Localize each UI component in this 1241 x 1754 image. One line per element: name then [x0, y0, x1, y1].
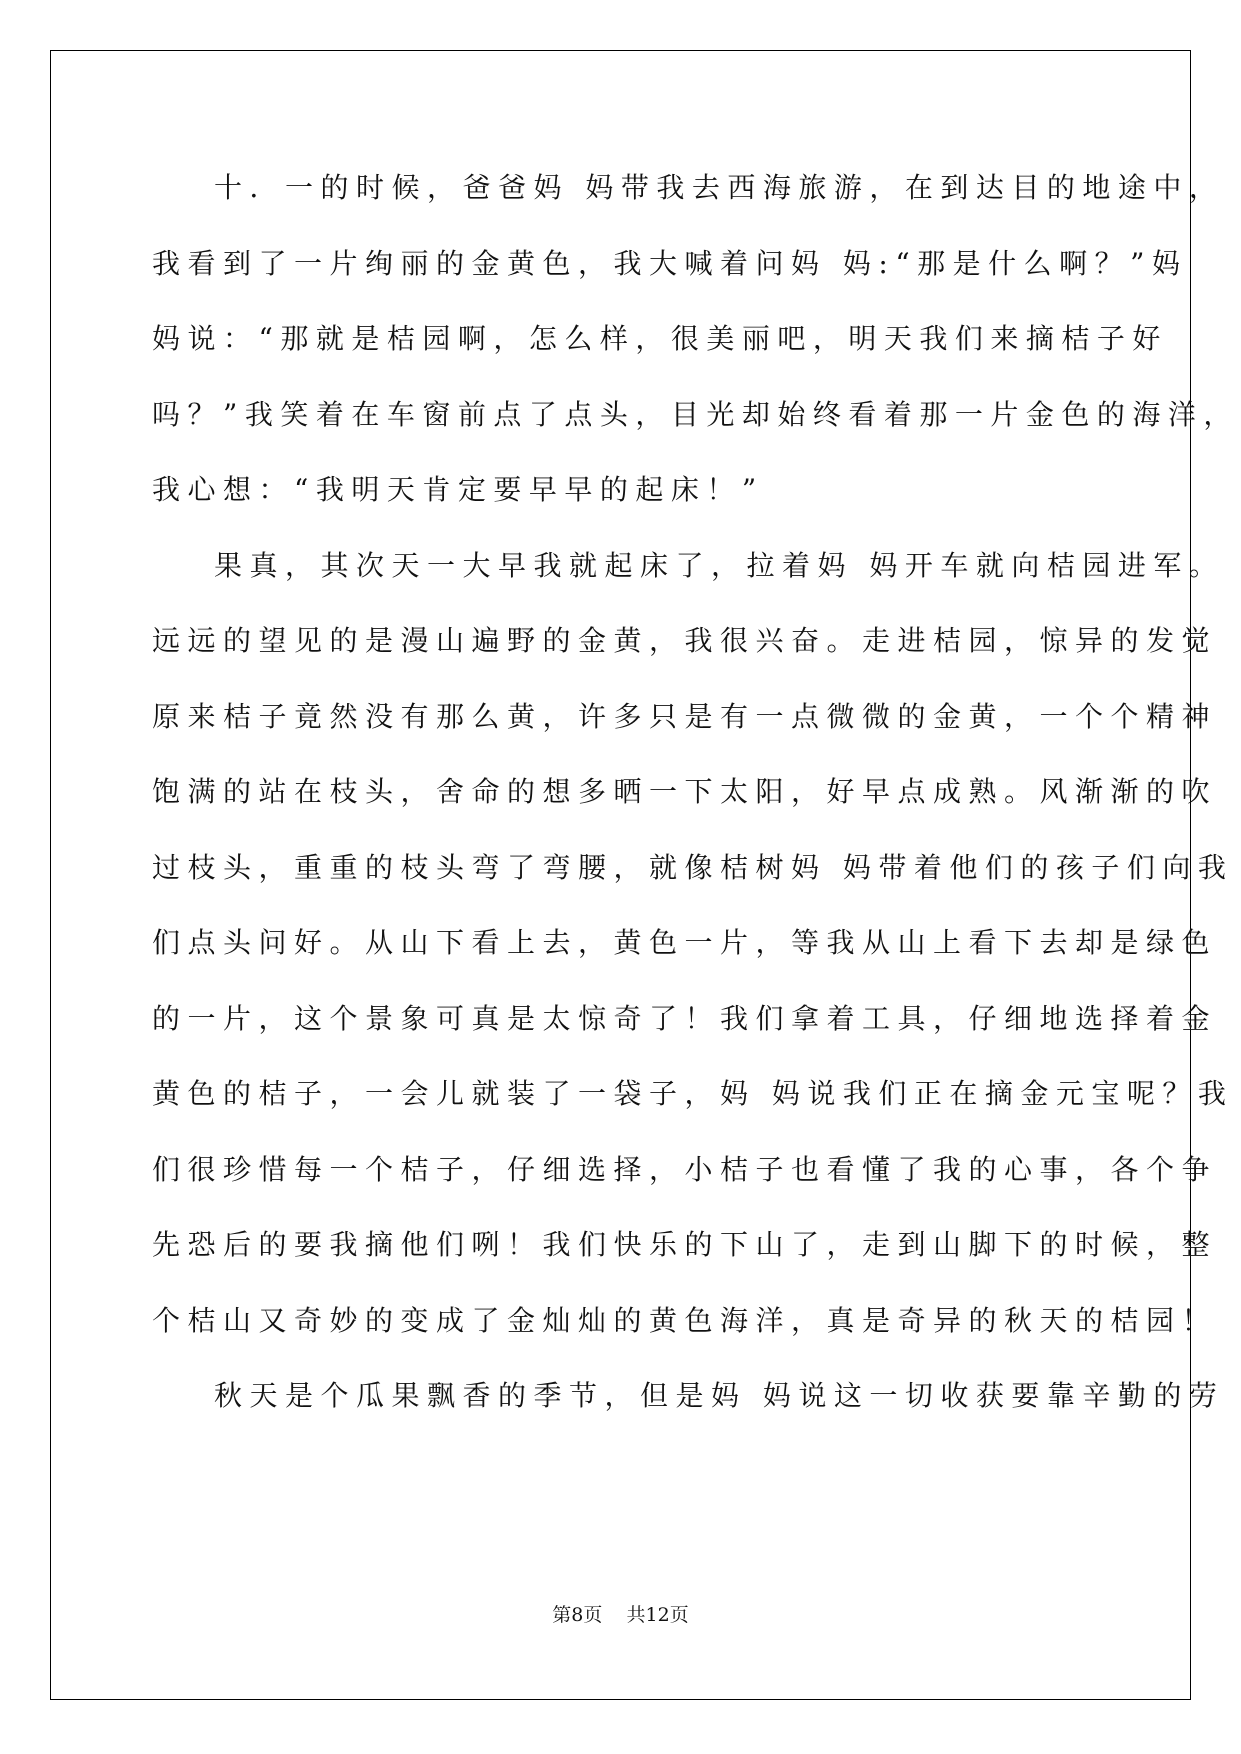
paragraph-2-line-1: 果真，其次天一大早我就起床了，拉着妈 妈开车就向桔园进军。 — [214, 548, 1225, 582]
paragraph-1-line-2: 我看到了一片绚丽的金黄色，我大喊着问妈 妈:“那是什么啊？”妈 — [152, 246, 1188, 280]
paragraph-2-line-8: 黄色的桔子，一会儿就装了一袋子，妈 妈说我们正在摘金元宝呢？我 — [152, 1077, 1234, 1110]
document-body — [152, 168, 1239, 1452]
paragraph-2-line-6: 们点头问好。从山下看上去，黄色一片，等我从山上看下去却是绿色 — [152, 926, 1218, 959]
paragraph-2-line-11: 个桔山又奇妙的变成了金灿灿的黄色海洋，真是奇异的秋天的桔园！ — [152, 1303, 1218, 1337]
paragraph-2-line-9: 们很珍惜每一个桔子，仔细选择，小桔子也看懂了我的心事，各个争 — [152, 1152, 1218, 1186]
paragraph-2-line-5: 过枝头，重重的枝头弯了弯腰，就像桔树妈 妈带着他们的孩子们向我 — [152, 850, 1234, 884]
paragraph-2-line-2: 远远的望见的是漫山遍野的金黄，我很兴奋。走进桔园，惊异的发觉 — [152, 624, 1218, 657]
page-footer — [0, 1600, 1241, 1627]
paragraph-1-line-3: 妈说：“那就是桔园啊，怎么样，很美丽吧，明天我们来摘桔子好 — [152, 322, 1168, 355]
paragraph-2-line-10: 先恐后的要我摘他们咧！我们快乐的下山了，走到山脚下的时候，整 — [152, 1228, 1218, 1261]
paragraph-2-line-7: 的一片，这个景象可真是太惊奇了！我们拿着工具，仔细地选择着金 — [152, 1001, 1218, 1035]
paragraph-1-line-5: 我心想：“我明天肯定要早早的起床！” — [152, 473, 764, 506]
paragraph-1-line-4: 吗？”我笑着在车窗前点了点头，目光却始终看着那一片金色的海洋， — [152, 397, 1239, 431]
paragraph-3-line-1: 秋天是个瓜果飘香的季节，但是妈 妈说这一切收获要靠辛勤的劳 — [214, 1379, 1225, 1412]
page-number: 第8页 共12页 — [552, 1604, 689, 1626]
paragraph-2-line-3: 原来桔子竟然没有那么黄，许多只是有一点微微的金黄，一个个精神 — [152, 699, 1218, 733]
paragraph-2-line-4: 饱满的站在枝头，舍命的想多晒一下太阳，好早点成熟。风渐渐的吹 — [152, 775, 1218, 808]
paragraph-1-line-1: 十．一的时候，爸爸妈 妈带我去西海旅游，在到达目的地途中， — [214, 171, 1225, 204]
